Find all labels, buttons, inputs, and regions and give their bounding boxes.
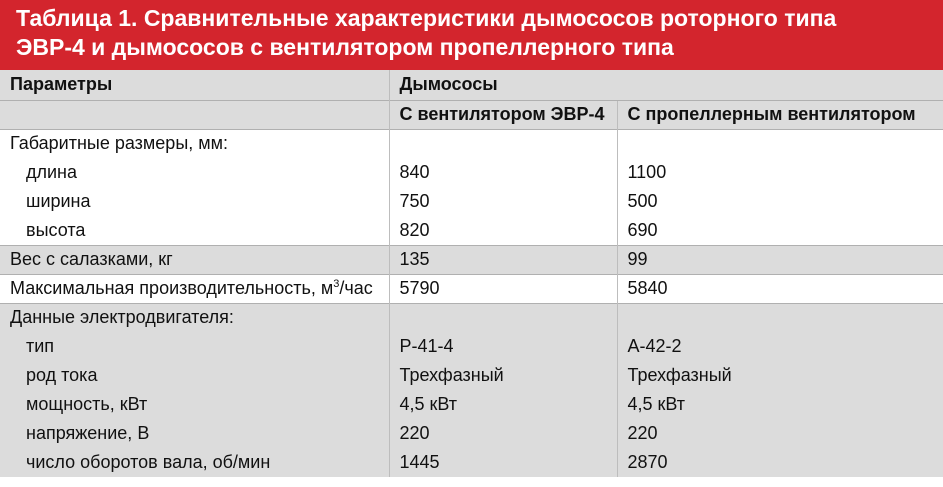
cell-b: 1100 — [617, 158, 943, 187]
table-row — [0, 245, 943, 274]
cell-a: 1445 — [389, 448, 617, 477]
cell-a: 750 — [389, 187, 617, 216]
row-label: высота — [26, 219, 86, 240]
table-row — [0, 158, 943, 187]
header-col-b: С пропеллерным вентилятором — [617, 100, 943, 129]
cell-b: 500 — [617, 187, 943, 216]
cell-a: Трехфазный — [389, 361, 617, 390]
table-row — [0, 129, 943, 158]
cell-b: А-42-2 — [617, 332, 943, 361]
row-label: напряжение, В — [0, 419, 389, 448]
cell-a: 220 — [389, 419, 617, 448]
header-params: Параметры — [0, 70, 389, 100]
header-row-1 — [0, 70, 943, 100]
row-label: мощность, кВт — [0, 390, 389, 419]
comparison-table — [0, 70, 943, 477]
table-row — [0, 303, 943, 332]
cell-b: 690 — [617, 216, 943, 245]
table-row — [0, 419, 943, 448]
cell-a: 5790 — [389, 274, 617, 303]
row-label: ширина — [26, 191, 91, 211]
row-label: Габаритные размеры, мм: — [0, 129, 389, 158]
table-row — [0, 216, 943, 245]
table-title — [0, 0, 943, 70]
table-row — [0, 361, 943, 390]
cell-a: 135 — [389, 245, 617, 274]
cell-b: 4,5 кВт — [617, 390, 943, 419]
cell-a: Р-41-4 — [389, 332, 617, 361]
table-row — [0, 187, 943, 216]
cell-b: 220 — [617, 419, 943, 448]
row-label: Данные электродвигателя: — [0, 303, 389, 332]
table-row — [0, 390, 943, 419]
row-label: число оборотов вала, об/мин — [0, 448, 389, 477]
row-label: род тока — [0, 361, 389, 390]
table-row — [0, 448, 943, 477]
cell-a: 4,5 кВт — [389, 390, 617, 419]
cell-a: 820 — [389, 216, 617, 245]
table-title-line-2: ЭВР-4 и дымососов с вентилятором пропеллерного типа — [16, 34, 674, 60]
header-empty — [0, 100, 389, 129]
header-row-2 — [0, 100, 943, 129]
header-col-a: С вентилятором ЭВР-4 — [389, 100, 617, 129]
row-label: длина — [26, 162, 78, 182]
table-row — [0, 332, 943, 361]
row-label: Вес с салазками, кг — [0, 245, 389, 274]
table-row — [0, 274, 943, 303]
cell-b: 99 — [617, 245, 943, 274]
cell-b: Трехфазный — [617, 361, 943, 390]
table-title-line-1: Таблица 1. Сравнительные характеристики дымососов роторного типа — [16, 5, 837, 31]
row-label: Максимальная производительность, $м^3$/час — [0, 274, 389, 303]
header-group: Дымососы — [389, 70, 943, 100]
cell-a: 840 — [389, 158, 617, 187]
cell-b: 2870 — [617, 448, 943, 477]
row-label: тип — [0, 332, 389, 361]
cell-b: 5840 — [617, 274, 943, 303]
